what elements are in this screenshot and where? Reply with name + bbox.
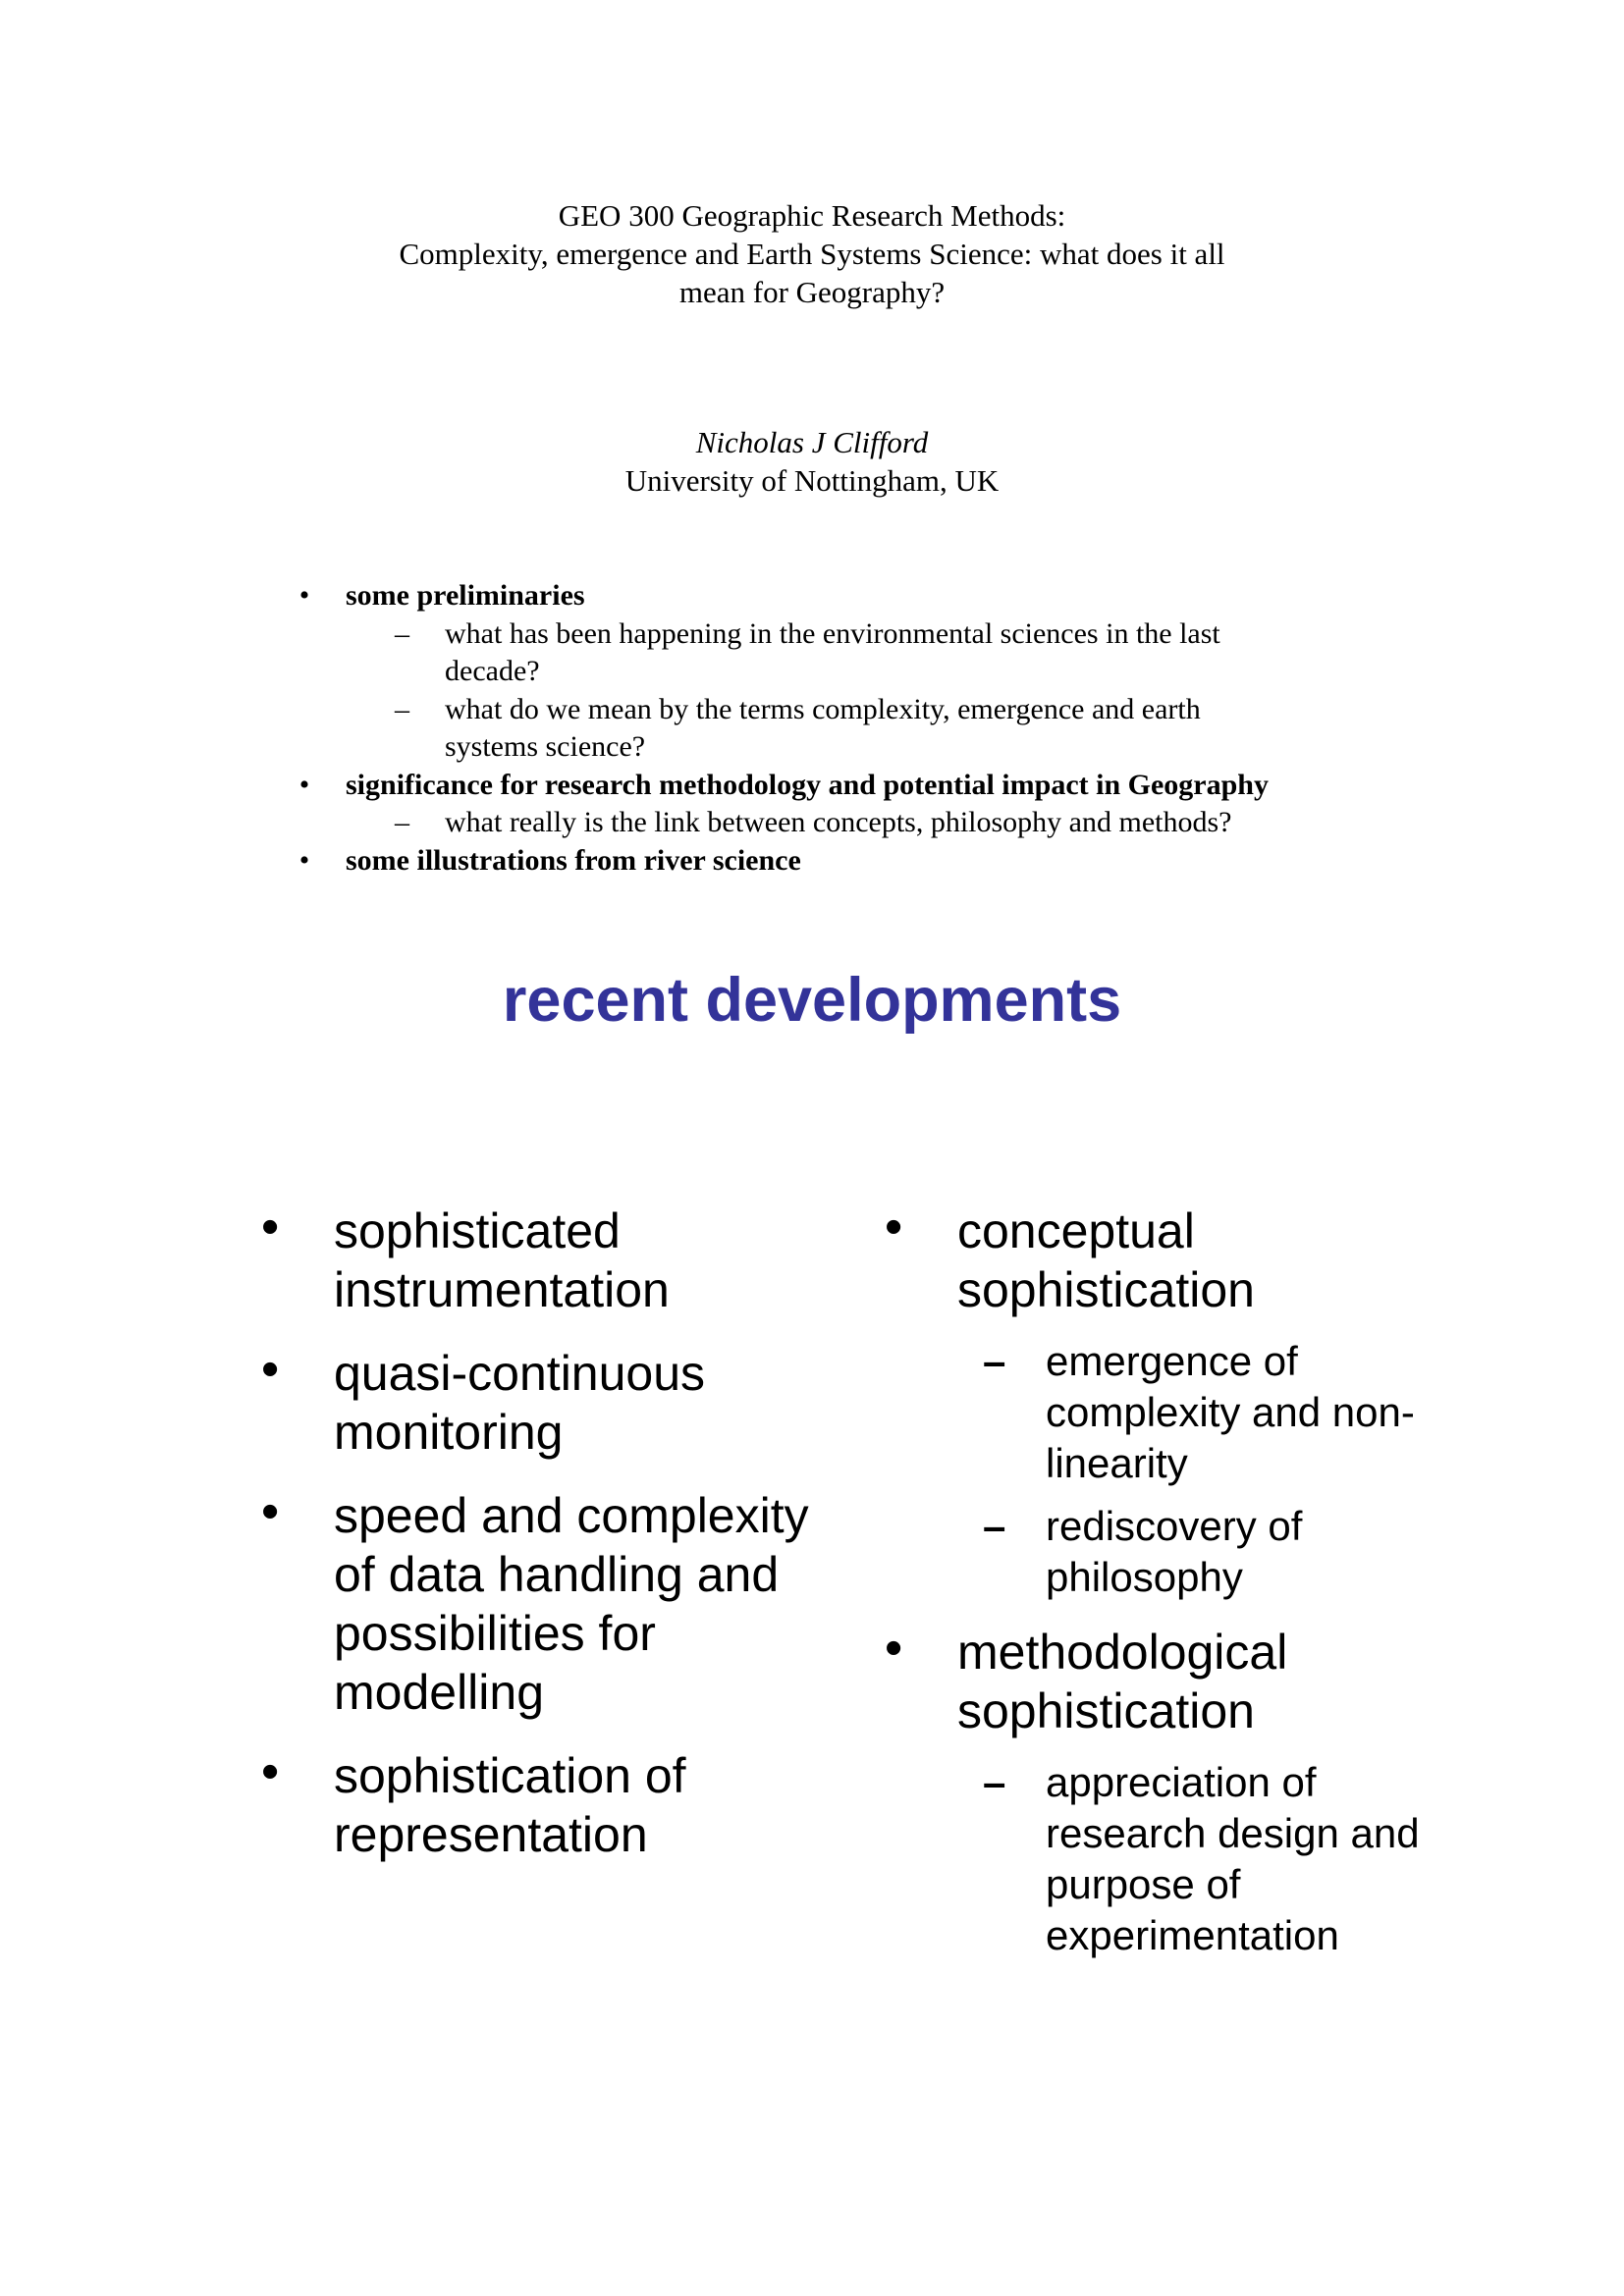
bullet-icon: • [261, 1483, 280, 1540]
dash-icon: – [395, 616, 409, 650]
outline-subitem-line: what do we mean by the terms complexity, emergence and earth [445, 692, 1201, 725]
slide-subitem-line: philosophy [1046, 1554, 1243, 1600]
bullet-icon: • [261, 1199, 280, 1255]
dash-icon: – [395, 692, 409, 725]
slide-bullet-line: of data handling and [334, 1547, 780, 1602]
slide-bullet-item [255, 1743, 864, 1864]
slide-bullet-line: conceptual [957, 1203, 1195, 1258]
author-name: Nicholas J Clifford [695, 425, 929, 459]
outline-subitem-line: what really is the link between concepts, philosophy and methods? [445, 806, 1232, 838]
outline-subitem-line: what has been happening in the environmental sciences in the last [445, 616, 1220, 650]
slide-bullet-item [879, 1620, 1488, 1740]
slide-bullet-line: possibilities for [334, 1606, 656, 1661]
outline-item-label: some preliminaries [346, 579, 585, 612]
title-line-3: mean for Geography? [678, 275, 946, 309]
title-line-1: GEO 300 Geographic Research Methods: [558, 198, 1066, 233]
slide-bullet-item [255, 1483, 864, 1722]
outline-subitem [285, 615, 1414, 691]
slide-subitem-line: linearity [1046, 1440, 1188, 1486]
author-block [295, 423, 1329, 500]
dash-icon: – [395, 806, 409, 838]
slide-bullet-line: sophisticated [334, 1203, 621, 1258]
slide-subitem-line: purpose of [1046, 1861, 1241, 1907]
slide-bullet-line: sophistication of [334, 1748, 686, 1803]
outline-subitem [285, 804, 1414, 842]
outline-list [285, 577, 1414, 880]
slide-bullet-line: instrumentation [334, 1262, 670, 1317]
slide-right-column [879, 1201, 1488, 1981]
outline-subitem [285, 691, 1414, 767]
dash-icon: – [983, 1759, 1006, 1805]
slide-bullet-line: monitoring [334, 1405, 564, 1460]
slide-subitem-line: experimentation [1046, 1912, 1339, 1958]
slide-bullet-item [255, 1201, 864, 1319]
title-line-2: Complexity, emergence and Earth Systems Science: what does it all [399, 237, 1225, 271]
slide-bullet-line: speed and complexity [334, 1488, 809, 1543]
slide-bullet-line: representation [334, 1807, 648, 1862]
bullet-icon: • [298, 768, 310, 801]
bullet-icon: • [298, 579, 310, 612]
bullet-icon: • [261, 1743, 280, 1800]
document-header [295, 196, 1329, 311]
outline-item [285, 842, 1414, 881]
slide-bullet-item [255, 1341, 864, 1462]
author-affiliation: University of Nottingham, UK [624, 463, 1000, 498]
slide-bullet-item [879, 1201, 1488, 1319]
slide-bullet-line: sophistication [957, 1683, 1255, 1738]
outline-item [285, 767, 1414, 805]
bullet-icon: • [298, 843, 310, 877]
slide-subitem-line: appreciation of [1046, 1759, 1317, 1805]
slide-bullet-line: sophistication [957, 1262, 1255, 1317]
outline-item [285, 577, 1414, 615]
bullet-icon: • [885, 1620, 903, 1677]
slide-left-column [255, 1201, 864, 1889]
outline-item-label: significance for research methodology and potential impact in Geography [346, 768, 1269, 801]
slide-title: recent developments [502, 966, 1122, 1035]
slide-subitem [879, 1336, 1488, 1489]
slide-subitem-line: research design and [1046, 1810, 1420, 1856]
slide-subitem-line: complexity and non- [1046, 1389, 1415, 1435]
bullet-icon: • [885, 1199, 903, 1255]
outline-subitem-line: systems science? [445, 730, 646, 763]
slide-bullet-line: methodological [957, 1625, 1288, 1680]
slide-subitem [879, 1757, 1488, 1961]
slide-subitem-line: emergence of [1046, 1338, 1298, 1384]
slide-subitem [879, 1501, 1488, 1603]
dash-icon: – [983, 1338, 1006, 1384]
slide-subitem-line: rediscovery of [1046, 1503, 1303, 1549]
slide-bullet-line: quasi-continuous [334, 1346, 706, 1401]
bullet-icon: • [261, 1341, 280, 1398]
outline-item-label: some illustrations from river science [346, 843, 801, 877]
slide-bullet-line: modelling [334, 1665, 545, 1720]
outline-subitem-line: decade? [445, 655, 540, 687]
dash-icon: – [983, 1503, 1006, 1549]
